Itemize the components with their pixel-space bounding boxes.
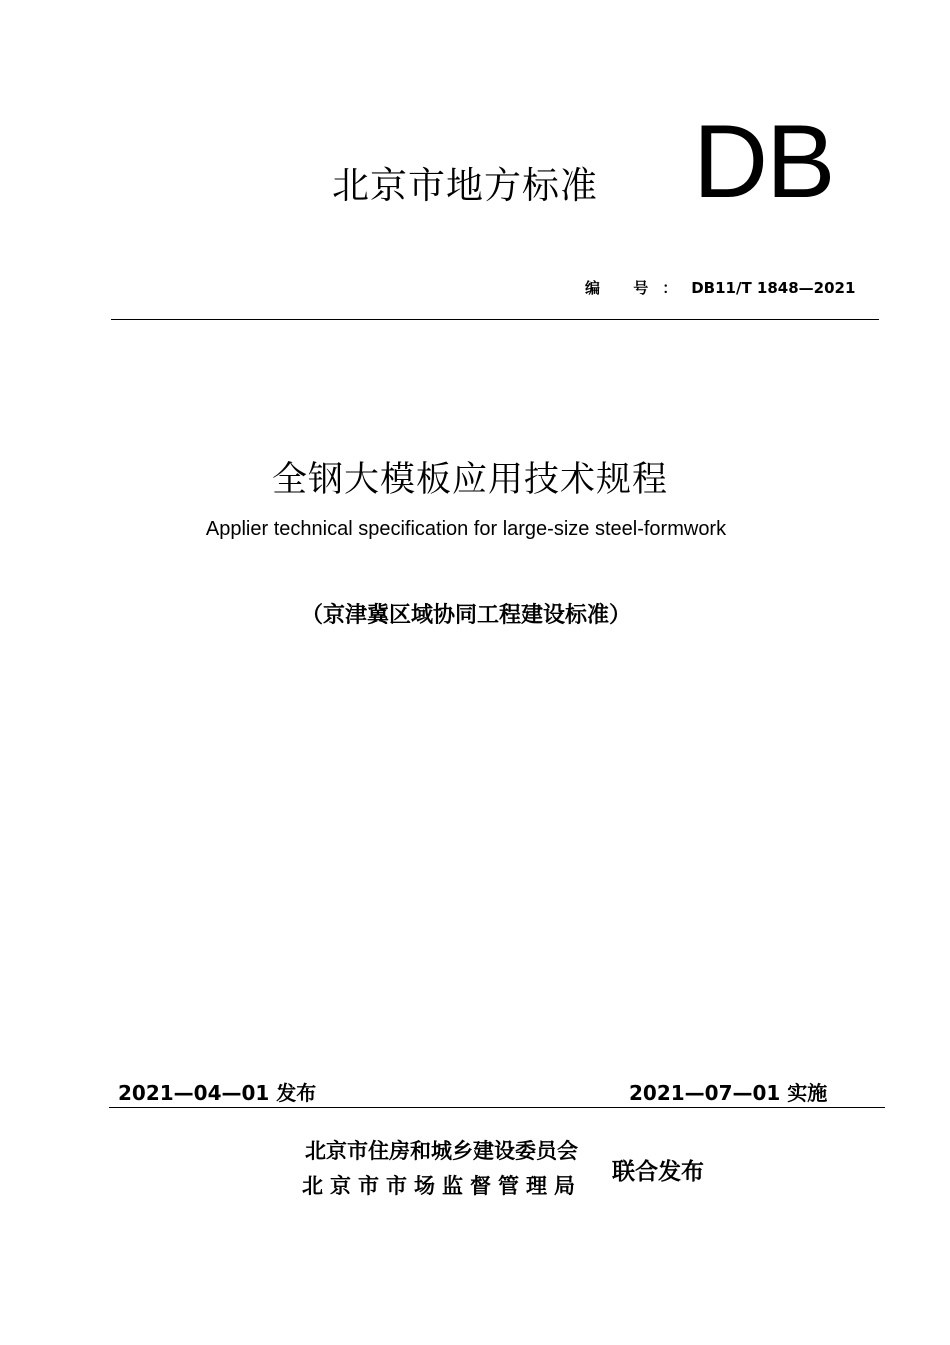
joint-publish-label: 联合发布 <box>612 1159 704 1185</box>
standard-code-value: DB11/T 1848—2021 <box>691 279 856 297</box>
bottom-divider <box>109 1107 885 1108</box>
standard-type-title: 北京市地方标准 <box>332 164 598 207</box>
db-mark: DB <box>693 104 834 220</box>
standard-code <box>585 277 855 298</box>
document-title-english: Applier technical specification for large-size steel-formwork <box>205 518 727 540</box>
region-note: （京津冀区域协同工程建设标准） <box>300 603 631 628</box>
implementation-date: 2021—07—01 实施 <box>629 1081 828 1105</box>
issue-date: 2021—04—01 发布 <box>118 1081 317 1105</box>
publisher-market-supervision: 北京市市场监督管理局 <box>302 1174 582 1198</box>
publisher-housing-commission: 北京市住房和城乡建设委员会 <box>305 1139 578 1163</box>
standard-code-label: 编 号： <box>585 279 692 297</box>
top-divider <box>111 319 879 320</box>
document-title: 全钢大模板应用技术规程 <box>271 460 668 500</box>
